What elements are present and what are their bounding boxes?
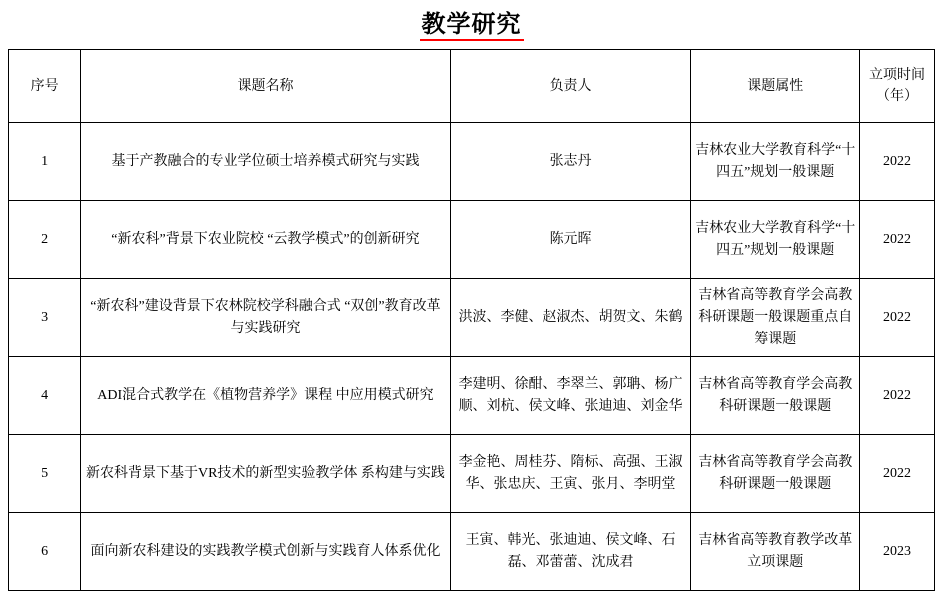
cell-leader: 李金艳、周桂芬、隋标、高强、王淑华、张忠庆、王寅、张月、李明堂 (450, 435, 691, 513)
cell-leader: 张志丹 (450, 123, 691, 201)
cell-serial-number: 1 (9, 123, 81, 201)
title-container (0, 12, 943, 41)
header-serial-number: 序号 (9, 50, 81, 123)
cell-project-attribute: 吉林省高等教育学会高教科研课题一般课题 (691, 435, 860, 513)
cell-approval-year: 2022 (859, 123, 934, 201)
cell-project-name: 基于产教融合的专业学位硕士培养模式研究与实践 (81, 123, 450, 201)
cell-project-attribute: 吉林省高等教育学会高教科研课题一般课题 (691, 357, 860, 435)
cell-project-name: ADI混合式教学在《植物营养学》课程 中应用模式研究 (81, 357, 450, 435)
cell-project-name: “新农科”建设背景下农林院校学科融合式 “双创”教育改革与实践研究 (81, 279, 450, 357)
cell-serial-number: 6 (9, 513, 81, 591)
cell-project-attribute: 吉林农业大学教育科学“十四五”规划一般课题 (691, 123, 860, 201)
cell-project-attribute: 吉林农业大学教育科学“十四五”规划一般课题 (691, 201, 860, 279)
cell-approval-year: 2022 (859, 357, 934, 435)
table-row (9, 279, 935, 357)
cell-approval-year: 2022 (859, 435, 934, 513)
header-approval-year: 立项时间（年） (859, 50, 934, 123)
cell-project-name: 面向新农科建设的实践教学模式创新与实践育人体系优化 (81, 513, 450, 591)
table-header-row (9, 50, 935, 123)
cell-approval-year: 2022 (859, 279, 934, 357)
table-row (9, 513, 935, 591)
cell-approval-year: 2023 (859, 513, 934, 591)
cell-leader: 王寅、韩光、张迪迪、侯文峰、石磊、邓蕾蕾、沈成君 (450, 513, 691, 591)
research-projects-table (8, 49, 935, 591)
cell-project-attribute: 吉林省高等教育学会高教科研课题一般课题重点自筹课题 (691, 279, 860, 357)
cell-approval-year: 2022 (859, 201, 934, 279)
cell-serial-number: 2 (9, 201, 81, 279)
cell-project-attribute: 吉林省高等教育教学改革立项课题 (691, 513, 860, 591)
header-project-name: 课题名称 (81, 50, 450, 123)
header-project-attribute: 课题属性 (691, 50, 860, 123)
cell-leader: 李建明、徐酣、李翠兰、郭聃、杨广顺、刘杭、侯文峰、张迪迪、刘金华 (450, 357, 691, 435)
page-title: 教学研究 (420, 12, 524, 41)
cell-project-name: 新农科背景下基于VR技术的新型实验教学体 系构建与实践 (81, 435, 450, 513)
table-row (9, 123, 935, 201)
table-row (9, 435, 935, 513)
cell-serial-number: 5 (9, 435, 81, 513)
table-row (9, 357, 935, 435)
cell-serial-number: 4 (9, 357, 81, 435)
cell-serial-number: 3 (9, 279, 81, 357)
table-row (9, 201, 935, 279)
header-leader: 负责人 (450, 50, 691, 123)
cell-leader: 陈元晖 (450, 201, 691, 279)
cell-leader: 洪波、李健、赵淑杰、胡贺文、朱鹤 (450, 279, 691, 357)
cell-project-name: “新农科”背景下农业院校 “云教学模式”的创新研究 (81, 201, 450, 279)
